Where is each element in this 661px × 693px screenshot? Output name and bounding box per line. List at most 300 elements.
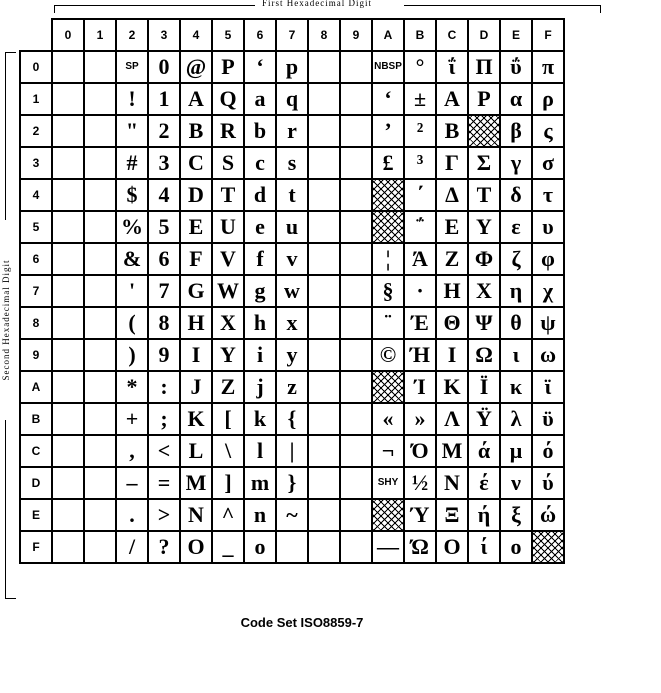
code-cell-DC: ά xyxy=(468,435,500,467)
code-cell-D7: Χ xyxy=(468,275,500,307)
code-cell-F2: ς xyxy=(532,115,564,147)
code-cell-7D: } xyxy=(276,467,308,499)
code-cell-6C: l xyxy=(244,435,276,467)
code-cell-32: 2 xyxy=(148,115,180,147)
code-cell-42: B xyxy=(180,115,212,147)
code-cell-75: u xyxy=(276,211,308,243)
code-cell-81 xyxy=(308,83,340,115)
code-cell-3B: ; xyxy=(148,403,180,435)
code-cell-4D: M xyxy=(180,467,212,499)
code-cell-53: S xyxy=(212,147,244,179)
code-cell-A1: ‘ xyxy=(372,83,404,115)
row-header-B: B xyxy=(20,403,52,435)
code-cell-5C: \ xyxy=(212,435,244,467)
column-header-F: F xyxy=(532,19,564,51)
code-cell-6E: n xyxy=(244,499,276,531)
first-hex-digit-title xyxy=(0,0,661,12)
code-cell-E6: ζ xyxy=(500,243,532,275)
code-cell-EC: μ xyxy=(500,435,532,467)
code-cell-84 xyxy=(308,179,340,211)
code-cell-91 xyxy=(340,83,372,115)
code-cell-39: 9 xyxy=(148,339,180,371)
code-cell-C3: Γ xyxy=(436,147,468,179)
code-cell-D9: Ω xyxy=(468,339,500,371)
code-cell-9B xyxy=(340,403,372,435)
code-cell-43: C xyxy=(180,147,212,179)
table-row xyxy=(20,147,564,179)
code-cell-68: h xyxy=(244,307,276,339)
code-cell-6A: j xyxy=(244,371,276,403)
row-header-9: 9 xyxy=(20,339,52,371)
table-row xyxy=(20,307,564,339)
code-cell-CC: Μ xyxy=(436,435,468,467)
code-cell-C0: ΐ xyxy=(436,51,468,83)
code-cell-A6: ¦ xyxy=(372,243,404,275)
code-cell-C1: Α xyxy=(436,83,468,115)
code-cell-A5 xyxy=(372,211,404,243)
code-cell-8C xyxy=(308,435,340,467)
code-cell-A4 xyxy=(372,179,404,211)
code-cell-7B: { xyxy=(276,403,308,435)
code-cell-CA: Κ xyxy=(436,371,468,403)
code-cell-7F xyxy=(276,531,308,563)
code-cell-90 xyxy=(340,51,372,83)
code-cell-77: w xyxy=(276,275,308,307)
code-cell-3A: : xyxy=(148,371,180,403)
code-cell-A7: § xyxy=(372,275,404,307)
table-row xyxy=(20,531,564,563)
code-cell-86 xyxy=(308,243,340,275)
code-cell-58: X xyxy=(212,307,244,339)
code-set-caption: Code Set ISO8859-7 xyxy=(240,615,364,630)
code-cell-9F xyxy=(340,531,372,563)
first-hex-digit-label: First Hexadecimal Digit xyxy=(258,0,376,8)
code-cell-54: T xyxy=(212,179,244,211)
row-header-8: 8 xyxy=(20,307,52,339)
code-cell-89 xyxy=(308,339,340,371)
code-cell-62: b xyxy=(244,115,276,147)
code-cell-2D: – xyxy=(116,467,148,499)
code-cell-55: U xyxy=(212,211,244,243)
code-cell-49: I xyxy=(180,339,212,371)
table-row xyxy=(20,339,564,371)
code-cell-E9: ι xyxy=(500,339,532,371)
code-cell-61: a xyxy=(244,83,276,115)
code-cell-12 xyxy=(84,115,116,147)
code-cell-B4: ΄ xyxy=(404,179,436,211)
code-cell-59: Y xyxy=(212,339,244,371)
code-cell-B0: ° xyxy=(404,51,436,83)
code-cell-C4: Δ xyxy=(436,179,468,211)
code-cell-2B: + xyxy=(116,403,148,435)
code-cell-96 xyxy=(340,243,372,275)
code-cell-EB: λ xyxy=(500,403,532,435)
code-cell-8D xyxy=(308,467,340,499)
code-cell-0F xyxy=(52,531,84,563)
code-cell-F5: υ xyxy=(532,211,564,243)
row-header-D: D xyxy=(20,467,52,499)
table-row xyxy=(20,403,564,435)
code-cell-E3: γ xyxy=(500,147,532,179)
code-cell-CD: Ν xyxy=(436,467,468,499)
code-cell-36: 6 xyxy=(148,243,180,275)
code-cell-E2: β xyxy=(500,115,532,147)
column-header-3: 3 xyxy=(148,19,180,51)
column-header-6: 6 xyxy=(244,19,276,51)
code-cell-34: 4 xyxy=(148,179,180,211)
column-header-2: 2 xyxy=(116,19,148,51)
column-header-8: 8 xyxy=(308,19,340,51)
code-cell-0E xyxy=(52,499,84,531)
code-cell-FC: ό xyxy=(532,435,564,467)
code-cell-93 xyxy=(340,147,372,179)
top-bracket-left xyxy=(54,5,255,13)
code-cell-18 xyxy=(84,307,116,339)
code-cell-8F xyxy=(308,531,340,563)
code-cell-50: P xyxy=(212,51,244,83)
code-cell-95 xyxy=(340,211,372,243)
code-cell-00 xyxy=(52,51,84,83)
code-cell-5F: _ xyxy=(212,531,244,563)
code-cell-A0: NBSP xyxy=(372,51,404,83)
code-cell-B3: ³ xyxy=(404,147,436,179)
code-cell-09 xyxy=(52,339,84,371)
code-cell-01 xyxy=(52,83,84,115)
code-cell-9A xyxy=(340,371,372,403)
code-cell-E4: δ xyxy=(500,179,532,211)
table-row xyxy=(20,499,564,531)
code-cell-EF: ο xyxy=(500,531,532,563)
code-cell-E5: ε xyxy=(500,211,532,243)
code-cell-2C: , xyxy=(116,435,148,467)
code-cell-F3: σ xyxy=(532,147,564,179)
code-cell-E7: η xyxy=(500,275,532,307)
code-cell-C8: Θ xyxy=(436,307,468,339)
code-cell-97 xyxy=(340,275,372,307)
code-cell-71: q xyxy=(276,83,308,115)
table-row xyxy=(20,243,564,275)
table-row xyxy=(20,51,564,83)
table-row xyxy=(20,275,564,307)
code-cell-F4: τ xyxy=(532,179,564,211)
code-cell-D3: Σ xyxy=(468,147,500,179)
code-cell-FE: ώ xyxy=(532,499,564,531)
code-cell-7E: ~ xyxy=(276,499,308,531)
code-cell-35: 5 xyxy=(148,211,180,243)
code-cell-33: 3 xyxy=(148,147,180,179)
code-cell-63: c xyxy=(244,147,276,179)
code-cell-7C: | xyxy=(276,435,308,467)
code-cell-D5: Υ xyxy=(468,211,500,243)
code-cell-06 xyxy=(52,243,84,275)
code-cell-F8: ψ xyxy=(532,307,564,339)
code-cell-2A: * xyxy=(116,371,148,403)
code-cell-F0: π xyxy=(532,51,564,83)
code-cell-07 xyxy=(52,275,84,307)
code-cell-DE: ή xyxy=(468,499,500,531)
table-row xyxy=(20,83,564,115)
code-cell-EA: κ xyxy=(500,371,532,403)
code-cell-67: g xyxy=(244,275,276,307)
column-header-C: C xyxy=(436,19,468,51)
code-cell-10 xyxy=(84,51,116,83)
code-cell-0C xyxy=(52,435,84,467)
code-cell-88 xyxy=(308,307,340,339)
code-cell-83 xyxy=(308,147,340,179)
code-cell-D0: Π xyxy=(468,51,500,83)
code-cell-AA xyxy=(372,371,404,403)
code-cell-2F: / xyxy=(116,531,148,563)
code-cell-41: A xyxy=(180,83,212,115)
code-cell-15 xyxy=(84,211,116,243)
column-header-5: 5 xyxy=(212,19,244,51)
code-cell-BF: Ώ xyxy=(404,531,436,563)
code-cell-ED: ν xyxy=(500,467,532,499)
code-cell-27: ' xyxy=(116,275,148,307)
column-header-9: 9 xyxy=(340,19,372,51)
code-cell-0A xyxy=(52,371,84,403)
table-row xyxy=(20,467,564,499)
code-cell-4C: L xyxy=(180,435,212,467)
code-cell-C5: Ε xyxy=(436,211,468,243)
code-cell-B8: Έ xyxy=(404,307,436,339)
row-header-0: 0 xyxy=(20,51,52,83)
row-header-A: A xyxy=(20,371,52,403)
table-row xyxy=(20,179,564,211)
code-cell-B7: · xyxy=(404,275,436,307)
code-cell-C2: Β xyxy=(436,115,468,147)
row-header-4: 4 xyxy=(20,179,52,211)
code-cell-25: % xyxy=(116,211,148,243)
code-cell-CB: Λ xyxy=(436,403,468,435)
code-cell-0D xyxy=(52,467,84,499)
code-cell-B6: Ά xyxy=(404,243,436,275)
code-cell-F9: ω xyxy=(532,339,564,371)
code-cell-7A: z xyxy=(276,371,308,403)
code-cell-C6: Ζ xyxy=(436,243,468,275)
code-cell-76: v xyxy=(276,243,308,275)
code-cell-72: r xyxy=(276,115,308,147)
code-cell-14 xyxy=(84,179,116,211)
code-cell-D2 xyxy=(468,115,500,147)
code-cell-51: Q xyxy=(212,83,244,115)
code-cell-11 xyxy=(84,83,116,115)
code-cell-3D: = xyxy=(148,467,180,499)
code-cell-1A xyxy=(84,371,116,403)
code-cell-5B: [ xyxy=(212,403,244,435)
code-cell-29: ) xyxy=(116,339,148,371)
code-cell-E8: θ xyxy=(500,307,532,339)
row-header-7: 7 xyxy=(20,275,52,307)
code-cell-E1: α xyxy=(500,83,532,115)
code-cell-AC: ¬ xyxy=(372,435,404,467)
code-cell-1B xyxy=(84,403,116,435)
code-cell-65: e xyxy=(244,211,276,243)
code-cell-57: W xyxy=(212,275,244,307)
column-header-E: E xyxy=(500,19,532,51)
code-cell-5D: ] xyxy=(212,467,244,499)
code-cell-BC: Ό xyxy=(404,435,436,467)
code-cell-66: f xyxy=(244,243,276,275)
code-cell-AE xyxy=(372,499,404,531)
code-cell-4E: N xyxy=(180,499,212,531)
code-cell-BB: » xyxy=(404,403,436,435)
code-cell-85 xyxy=(308,211,340,243)
code-cell-3C: < xyxy=(148,435,180,467)
code-cell-56: V xyxy=(212,243,244,275)
code-cell-DA: Ϊ xyxy=(468,371,500,403)
code-cell-38: 8 xyxy=(148,307,180,339)
code-cell-6B: k xyxy=(244,403,276,435)
code-cell-FB: ϋ xyxy=(532,403,564,435)
code-cell-6F: o xyxy=(244,531,276,563)
code-cell-E0: ΰ xyxy=(500,51,532,83)
code-cell-16 xyxy=(84,243,116,275)
row-header-6: 6 xyxy=(20,243,52,275)
code-cell-BD: ½ xyxy=(404,467,436,499)
code-cell-22: " xyxy=(116,115,148,147)
code-cell-A2: ’ xyxy=(372,115,404,147)
code-cell-8E xyxy=(308,499,340,531)
corner-cell xyxy=(20,19,52,51)
code-cell-BA: Ί xyxy=(404,371,436,403)
code-cell-FF xyxy=(532,531,564,563)
code-cell-24: $ xyxy=(116,179,148,211)
code-cell-17 xyxy=(84,275,116,307)
code-cell-73: s xyxy=(276,147,308,179)
code-cell-1D xyxy=(84,467,116,499)
code-cell-D8: Ψ xyxy=(468,307,500,339)
code-cell-D4: Τ xyxy=(468,179,500,211)
code-cell-02 xyxy=(52,115,84,147)
code-cell-64: d xyxy=(244,179,276,211)
code-cell-C7: Η xyxy=(436,275,468,307)
code-cell-4A: J xyxy=(180,371,212,403)
code-cell-3F: ? xyxy=(148,531,180,563)
code-cell-44: D xyxy=(180,179,212,211)
code-cell-78: x xyxy=(276,307,308,339)
code-set-table xyxy=(19,18,565,564)
code-cell-BE: Ύ xyxy=(404,499,436,531)
code-cell-04 xyxy=(52,179,84,211)
code-cell-C9: Ι xyxy=(436,339,468,371)
code-cell-1F xyxy=(84,531,116,563)
column-header-A: A xyxy=(372,19,404,51)
code-cell-F7: χ xyxy=(532,275,564,307)
column-header-B: B xyxy=(404,19,436,51)
code-cell-03 xyxy=(52,147,84,179)
code-cell-1C xyxy=(84,435,116,467)
code-cell-82 xyxy=(308,115,340,147)
code-cell-9C xyxy=(340,435,372,467)
code-cell-13 xyxy=(84,147,116,179)
column-header-7: 7 xyxy=(276,19,308,51)
code-cell-79: y xyxy=(276,339,308,371)
top-bracket-right xyxy=(404,5,601,13)
code-cell-DD: έ xyxy=(468,467,500,499)
row-header-5: 5 xyxy=(20,211,52,243)
code-cell-D1: Ρ xyxy=(468,83,500,115)
table-row xyxy=(20,371,564,403)
code-cell-21: ! xyxy=(116,83,148,115)
code-cell-31: 1 xyxy=(148,83,180,115)
code-cell-48: H xyxy=(180,307,212,339)
side-bracket-bottom xyxy=(5,408,16,599)
row-header-C: C xyxy=(20,435,52,467)
code-cell-B9: Ή xyxy=(404,339,436,371)
code-cell-A8: ¨ xyxy=(372,307,404,339)
column-header-D: D xyxy=(468,19,500,51)
code-cell-A9: © xyxy=(372,339,404,371)
code-cell-4B: K xyxy=(180,403,212,435)
code-cell-20: SP xyxy=(116,51,148,83)
row-header-1: 1 xyxy=(20,83,52,115)
code-cell-1E xyxy=(84,499,116,531)
code-cell-60: ‘ xyxy=(244,51,276,83)
code-cell-92 xyxy=(340,115,372,147)
side-bracket-top xyxy=(5,52,16,239)
code-cell-A3: £ xyxy=(372,147,404,179)
code-cell-74: t xyxy=(276,179,308,211)
code-cell-AB: « xyxy=(372,403,404,435)
code-cell-CF: Ο xyxy=(436,531,468,563)
code-cell-EE: ξ xyxy=(500,499,532,531)
code-cell-DF: ί xyxy=(468,531,500,563)
code-cell-AD: SHY xyxy=(372,467,404,499)
code-cell-F1: ρ xyxy=(532,83,564,115)
row-header-E: E xyxy=(20,499,52,531)
code-cell-28: ( xyxy=(116,307,148,339)
code-cell-AF: ― xyxy=(372,531,404,563)
code-cell-80 xyxy=(308,51,340,83)
code-cell-4F: O xyxy=(180,531,212,563)
second-hex-digit-title xyxy=(0,52,18,600)
code-cell-5E: ^ xyxy=(212,499,244,531)
code-cell-26: & xyxy=(116,243,148,275)
code-cell-9E xyxy=(340,499,372,531)
code-cell-FA: ϊ xyxy=(532,371,564,403)
code-cell-69: i xyxy=(244,339,276,371)
table-row xyxy=(20,435,564,467)
code-cell-23: # xyxy=(116,147,148,179)
code-cell-45: E xyxy=(180,211,212,243)
code-cell-19 xyxy=(84,339,116,371)
code-cell-CE: Ξ xyxy=(436,499,468,531)
code-cell-8B xyxy=(308,403,340,435)
code-cell-B2: ² xyxy=(404,115,436,147)
code-cell-37: 7 xyxy=(148,275,180,307)
code-cell-70: p xyxy=(276,51,308,83)
code-cell-40: @ xyxy=(180,51,212,83)
code-cell-99 xyxy=(340,339,372,371)
code-cell-47: G xyxy=(180,275,212,307)
column-header-4: 4 xyxy=(180,19,212,51)
code-cell-6D: m xyxy=(244,467,276,499)
code-cell-3E: > xyxy=(148,499,180,531)
second-hex-digit-label: Second Hexadecimal Digit xyxy=(1,220,11,420)
code-cell-8A xyxy=(308,371,340,403)
code-cell-B1: ± xyxy=(404,83,436,115)
code-cell-05 xyxy=(52,211,84,243)
code-cell-87 xyxy=(308,275,340,307)
table-row xyxy=(20,115,564,147)
column-header-row xyxy=(20,19,564,51)
code-cell-5A: Z xyxy=(212,371,244,403)
column-header-1: 1 xyxy=(84,19,116,51)
row-header-3: 3 xyxy=(20,147,52,179)
code-cell-FD: ύ xyxy=(532,467,564,499)
row-header-F: F xyxy=(20,531,52,563)
